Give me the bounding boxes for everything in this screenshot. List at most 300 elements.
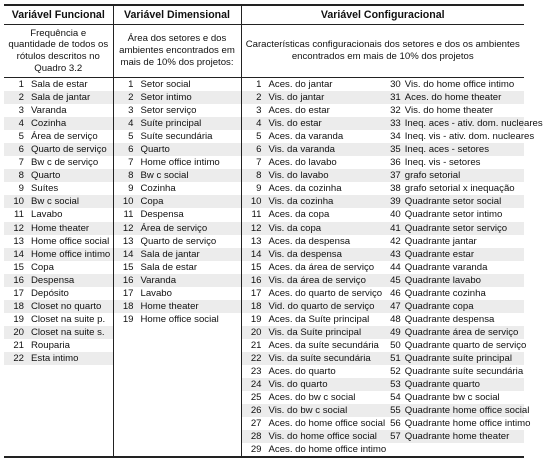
list-item bbox=[4, 352, 113, 365]
item-label: Home office social bbox=[140, 313, 219, 325]
item-label: Setor serviço bbox=[140, 105, 197, 117]
item-number: 7 bbox=[128, 157, 134, 169]
list-item bbox=[383, 195, 524, 208]
item-number: 24 bbox=[250, 379, 262, 391]
item-number: 20 bbox=[13, 326, 24, 338]
item-number: 9 bbox=[256, 183, 262, 195]
item-label: Vid. do quarto de serviço bbox=[268, 300, 375, 312]
item-label: Ineq. aces - setores bbox=[404, 144, 490, 156]
item-number: 8 bbox=[128, 170, 134, 182]
list-item bbox=[4, 235, 113, 248]
item-label: Esta intimo bbox=[31, 352, 79, 364]
item-number: 50 bbox=[390, 339, 401, 351]
item-number: 18 bbox=[122, 300, 134, 312]
list-item bbox=[242, 430, 383, 443]
item-label: grafo setorial x inequação bbox=[404, 183, 515, 195]
item-number: 11 bbox=[123, 209, 134, 221]
item-label: Aces. do home theater bbox=[404, 92, 502, 104]
item-number: 57 bbox=[390, 431, 401, 443]
item-number: 15 bbox=[122, 261, 134, 273]
item-number: 2 bbox=[256, 92, 262, 104]
item-number: 2 bbox=[128, 92, 134, 104]
list-item bbox=[383, 430, 524, 443]
list-item bbox=[4, 339, 113, 352]
description-dimensional: Área dos setores e dos ambientes encontrados em mais de 10% dos projetos: bbox=[113, 25, 241, 78]
item-number: 8 bbox=[256, 170, 262, 182]
list-item bbox=[383, 182, 524, 195]
item-number: 33 bbox=[390, 118, 401, 130]
list-item bbox=[383, 378, 524, 391]
item-label: Varanda bbox=[140, 274, 177, 286]
item-number: 21 bbox=[13, 339, 24, 351]
config-list-right bbox=[383, 78, 543, 456]
list-item bbox=[242, 404, 383, 417]
list-item bbox=[4, 195, 113, 208]
list-item bbox=[242, 443, 387, 456]
item-number: 41 bbox=[390, 222, 401, 234]
item-label: Quadrante setor social bbox=[404, 196, 502, 208]
item-number: 43 bbox=[390, 248, 401, 260]
list-item bbox=[4, 130, 113, 143]
item-number: 23 bbox=[250, 366, 262, 378]
item-number: 3 bbox=[128, 105, 134, 117]
list-item bbox=[114, 274, 241, 287]
list-item bbox=[242, 169, 383, 182]
item-number: 44 bbox=[390, 261, 401, 273]
item-label: Suíte principal bbox=[140, 118, 202, 130]
dimensional-list bbox=[113, 78, 241, 458]
header-dimensional: Variável Dimensional bbox=[113, 5, 241, 25]
item-number: 4 bbox=[128, 118, 134, 130]
item-number: 19 bbox=[122, 313, 134, 325]
item-number: 2 bbox=[18, 92, 24, 104]
item-number: 19 bbox=[13, 313, 24, 325]
item-label: Setor intimo bbox=[140, 92, 192, 104]
item-number: 25 bbox=[250, 392, 262, 404]
item-label: Ineq. aces - ativ. dom. nucleares bbox=[404, 118, 543, 130]
item-number: 30 bbox=[390, 79, 401, 90]
description-configuracional: Características configuracionais dos setores e dos os ambientes encontrados em mais de 10% dos projetos bbox=[241, 25, 524, 78]
item-number: 16 bbox=[13, 274, 24, 286]
item-number: 13 bbox=[13, 235, 24, 247]
list-item bbox=[4, 300, 113, 313]
list-item bbox=[114, 143, 241, 156]
item-number: 16 bbox=[122, 274, 134, 286]
item-number: 12 bbox=[122, 222, 134, 234]
list-item bbox=[114, 91, 241, 104]
item-number: 5 bbox=[256, 131, 262, 143]
item-number: 48 bbox=[390, 313, 401, 325]
list-item bbox=[242, 313, 383, 326]
item-number: 10 bbox=[122, 196, 134, 208]
list-item bbox=[4, 208, 113, 221]
item-label: Quadrante varanda bbox=[404, 261, 488, 273]
item-label: Aces. da Suíte principal bbox=[268, 313, 370, 325]
item-number: 6 bbox=[256, 144, 262, 156]
list-item bbox=[4, 169, 113, 182]
item-number: 14 bbox=[122, 248, 134, 260]
item-number: 12 bbox=[13, 222, 24, 234]
list-item bbox=[383, 208, 524, 221]
item-number: 1 bbox=[18, 79, 24, 90]
item-number: 37 bbox=[390, 170, 401, 182]
item-number: 36 bbox=[390, 157, 401, 169]
list-item bbox=[383, 417, 531, 430]
list-item bbox=[383, 326, 524, 339]
item-number: 34 bbox=[390, 131, 401, 143]
item-label: Home office social bbox=[31, 235, 110, 247]
list-item bbox=[114, 78, 241, 91]
item-label: Aces. do jantar bbox=[268, 79, 333, 90]
list-item bbox=[242, 326, 383, 339]
item-label: Vis. do home theater bbox=[404, 105, 494, 117]
item-label: Quadrante estar bbox=[404, 248, 475, 260]
list-item bbox=[383, 287, 524, 300]
item-number: 18 bbox=[250, 300, 262, 312]
item-label: Vis. do estar bbox=[268, 118, 322, 130]
list-item bbox=[4, 248, 113, 261]
item-number: 8 bbox=[18, 170, 24, 182]
list-item bbox=[114, 156, 241, 169]
list-item bbox=[4, 222, 113, 235]
list-item bbox=[242, 287, 383, 300]
item-number: 56 bbox=[390, 418, 401, 430]
item-number: 35 bbox=[390, 144, 401, 156]
list-item bbox=[383, 404, 530, 417]
item-label: Vis. da varanda bbox=[268, 144, 335, 156]
item-number: 13 bbox=[122, 235, 134, 247]
item-label: Quadrante lavabo bbox=[404, 274, 482, 286]
item-number: 4 bbox=[18, 118, 24, 130]
item-label: Aces. da cozinha bbox=[268, 183, 342, 195]
item-label: Aces. do bw c social bbox=[268, 392, 356, 404]
item-number: 55 bbox=[390, 405, 401, 417]
item-number: 9 bbox=[128, 183, 134, 195]
list-item bbox=[242, 91, 383, 104]
item-label: Sala de estar bbox=[140, 261, 198, 273]
item-label: Quadrante cozinha bbox=[404, 287, 486, 299]
item-label: Quadrante home theater bbox=[404, 431, 510, 443]
list-item bbox=[242, 352, 383, 365]
item-label: Quadrante home office social bbox=[404, 405, 530, 417]
list-item bbox=[383, 261, 524, 274]
item-label: Sala de jantar bbox=[140, 248, 200, 260]
list-item bbox=[383, 365, 524, 378]
list-item bbox=[383, 313, 524, 326]
item-number: 29 bbox=[250, 444, 262, 456]
item-label: Despensa bbox=[140, 209, 184, 221]
list-item bbox=[242, 378, 383, 391]
item-label: Home office intimo bbox=[140, 157, 220, 169]
item-label: Aces. da varanda bbox=[268, 131, 344, 143]
item-number: 26 bbox=[250, 405, 262, 417]
item-label: Quarto bbox=[140, 144, 170, 156]
list-item bbox=[383, 130, 535, 143]
list-item bbox=[242, 222, 383, 235]
list-item bbox=[242, 143, 383, 156]
item-label: Vis. da Suíte principal bbox=[268, 326, 362, 338]
item-label: Closet na suite p. bbox=[31, 313, 106, 325]
list-item bbox=[242, 261, 383, 274]
item-label: Aces. do estar bbox=[268, 105, 330, 117]
item-label: Home theater bbox=[31, 222, 90, 234]
list-item bbox=[114, 195, 241, 208]
item-number: 31 bbox=[390, 92, 401, 104]
list-item bbox=[242, 130, 383, 143]
list-item bbox=[114, 130, 241, 143]
item-number: 28 bbox=[250, 431, 262, 443]
item-label: Ineq. vis - setores bbox=[404, 157, 481, 169]
list-item bbox=[242, 208, 383, 221]
item-number: 9 bbox=[18, 183, 24, 195]
list-item bbox=[383, 156, 524, 169]
item-label: Quadrante bw c social bbox=[404, 392, 500, 404]
item-number: 21 bbox=[250, 339, 262, 351]
item-label: Bw c social bbox=[31, 196, 79, 208]
item-number: 6 bbox=[128, 144, 134, 156]
list-item bbox=[114, 261, 241, 274]
list-item bbox=[4, 182, 113, 195]
item-number: 7 bbox=[256, 157, 262, 169]
list-item bbox=[114, 300, 241, 313]
item-number: 51 bbox=[390, 352, 401, 364]
item-number: 53 bbox=[390, 379, 401, 391]
item-label: Vis. do bw c social bbox=[268, 405, 348, 417]
list-item bbox=[114, 235, 241, 248]
list-item bbox=[114, 208, 241, 221]
list-item bbox=[383, 274, 524, 287]
item-number: 47 bbox=[390, 300, 401, 312]
item-label: Aces. da despensa bbox=[268, 235, 351, 247]
list-item bbox=[383, 222, 524, 235]
list-item bbox=[4, 78, 113, 91]
item-number: 3 bbox=[256, 105, 262, 117]
item-label: Cozinha bbox=[140, 183, 176, 195]
list-item bbox=[114, 104, 241, 117]
item-label: Aces. do quarto bbox=[268, 366, 336, 378]
item-number: 17 bbox=[250, 287, 262, 299]
item-label: Copa bbox=[31, 261, 54, 273]
item-label: Quadrante jantar bbox=[404, 235, 477, 247]
list-item bbox=[114, 287, 241, 300]
list-item bbox=[242, 417, 386, 430]
item-number: 54 bbox=[390, 392, 401, 404]
item-label: Aces. do home office social bbox=[268, 418, 386, 430]
item-label: Bw c de serviço bbox=[31, 157, 99, 169]
item-label: Aces. da copa bbox=[268, 209, 330, 221]
item-label: Vis. do quarto bbox=[268, 379, 328, 391]
item-number: 11 bbox=[14, 209, 24, 221]
item-number: 17 bbox=[13, 287, 24, 299]
item-number: 22 bbox=[13, 352, 24, 364]
item-label: Lavabo bbox=[31, 209, 63, 221]
item-label: Aces. da área de serviço bbox=[268, 261, 375, 273]
item-label: Closet no quarto bbox=[31, 300, 102, 312]
item-label: Sala de estar bbox=[31, 79, 88, 90]
item-label: Ineq. vis - ativ. dom. nucleares bbox=[404, 131, 535, 143]
item-label: Quarto de serviço bbox=[31, 144, 107, 156]
list-item bbox=[383, 300, 524, 313]
item-label: Suítes bbox=[31, 183, 59, 195]
list-item bbox=[383, 169, 524, 182]
item-label: Varanda bbox=[31, 105, 67, 117]
list-item bbox=[242, 78, 383, 91]
item-label: Despensa bbox=[31, 274, 75, 286]
list-item bbox=[4, 91, 113, 104]
item-label: Aces. do home office intimo bbox=[268, 444, 387, 456]
header-funcional: Variável Funcional bbox=[4, 5, 113, 25]
item-number: 13 bbox=[250, 235, 262, 247]
list-item bbox=[114, 222, 241, 235]
item-number: 39 bbox=[390, 196, 401, 208]
item-label: Quadrante suíte principal bbox=[404, 352, 512, 364]
item-number: 32 bbox=[390, 105, 401, 117]
list-item bbox=[4, 287, 113, 300]
item-number: 20 bbox=[250, 326, 262, 338]
item-label: Aces. do lavabo bbox=[268, 157, 337, 169]
item-number: 14 bbox=[13, 248, 24, 260]
list-item bbox=[242, 339, 383, 352]
list-item bbox=[242, 391, 383, 404]
item-label: Área de serviço bbox=[31, 131, 98, 143]
item-number: 22 bbox=[250, 352, 262, 364]
item-number: 42 bbox=[390, 235, 401, 247]
item-number: 3 bbox=[18, 105, 24, 117]
item-number: 15 bbox=[250, 261, 262, 273]
item-number: 38 bbox=[390, 183, 401, 195]
item-label: Vis. do jantar bbox=[268, 92, 325, 104]
item-label: Quarto bbox=[31, 170, 61, 182]
item-label: Cozinha bbox=[31, 118, 67, 130]
item-label: Vis. da despensa bbox=[268, 248, 342, 260]
item-label: Vis. do home office social bbox=[268, 431, 377, 443]
header-configuracional: Variável Configuracional bbox=[241, 5, 524, 25]
item-label: Vis. do home office intimo bbox=[404, 79, 515, 90]
item-label: Aces. do quarto de serviço bbox=[268, 287, 383, 299]
item-label: Home theater bbox=[140, 300, 199, 312]
list-item bbox=[383, 104, 524, 117]
item-label: Copa bbox=[140, 196, 164, 208]
list-item bbox=[383, 117, 543, 130]
list-item bbox=[4, 104, 113, 117]
item-label: Quadrante suíte secundária bbox=[404, 366, 524, 378]
item-number: 10 bbox=[250, 196, 262, 208]
list-item bbox=[242, 300, 383, 313]
item-number: 52 bbox=[390, 366, 401, 378]
item-label: Quadrante área de serviço bbox=[404, 326, 519, 338]
item-label: Aces. da suíte secundária bbox=[268, 339, 379, 351]
item-label: Quadrante quarto de serviço bbox=[404, 339, 527, 351]
list-item bbox=[4, 313, 113, 326]
funcional-list bbox=[4, 78, 113, 458]
item-label: Quarto de serviço bbox=[140, 235, 217, 247]
description-funcional: Frequência e quantidade de todos os rótulos descritos no Quadro 3.2 bbox=[4, 25, 113, 78]
item-label: Lavabo bbox=[140, 287, 172, 299]
item-number: 18 bbox=[13, 300, 24, 312]
list-item bbox=[4, 156, 113, 169]
item-number: 12 bbox=[250, 222, 262, 234]
item-label: Vis. da copa bbox=[268, 222, 322, 234]
item-label: Vis. da cozinha bbox=[268, 196, 334, 208]
item-label: Vis. do lavabo bbox=[268, 170, 329, 182]
list-item bbox=[4, 274, 113, 287]
list-item bbox=[242, 248, 383, 261]
list-item bbox=[383, 352, 524, 365]
list-item bbox=[242, 104, 383, 117]
list-item bbox=[383, 91, 524, 104]
item-number: 10 bbox=[13, 196, 24, 208]
item-number: 6 bbox=[18, 144, 24, 156]
item-label: Rouparia bbox=[31, 339, 70, 351]
list-item bbox=[242, 235, 383, 248]
list-item bbox=[383, 339, 527, 352]
item-label: Área de serviço bbox=[140, 222, 208, 234]
item-label: Home office intimo bbox=[31, 248, 111, 260]
list-item bbox=[383, 235, 524, 248]
list-item bbox=[4, 261, 113, 274]
item-number: 14 bbox=[250, 248, 262, 260]
list-item bbox=[242, 117, 383, 130]
item-number: 5 bbox=[128, 131, 134, 143]
config-list-left bbox=[242, 78, 387, 456]
item-label: Quadrante quarto bbox=[404, 379, 480, 391]
item-label: Vis. da área de serviço bbox=[268, 274, 366, 286]
list-item bbox=[242, 365, 383, 378]
item-number: 1 bbox=[128, 79, 134, 90]
list-item bbox=[4, 143, 113, 156]
list-item bbox=[4, 326, 113, 339]
list-item bbox=[383, 248, 524, 261]
item-label: Closet na suite s. bbox=[31, 326, 105, 338]
item-label: Quadrante despensa bbox=[404, 313, 495, 325]
item-number: 19 bbox=[250, 313, 262, 325]
list-item bbox=[242, 195, 383, 208]
item-number: 46 bbox=[390, 287, 401, 299]
variables-table bbox=[4, 4, 543, 458]
list-item bbox=[242, 274, 383, 287]
item-number: 27 bbox=[250, 418, 262, 430]
list-item bbox=[383, 143, 524, 156]
item-label: Quadrante home office intimo bbox=[404, 418, 531, 430]
item-number: 40 bbox=[390, 209, 401, 221]
item-label: Suíte secundária bbox=[140, 131, 213, 143]
list-item bbox=[114, 182, 241, 195]
item-number: 49 bbox=[390, 326, 401, 338]
item-label: Vis. da suíte secundária bbox=[268, 352, 371, 364]
list-item bbox=[242, 156, 383, 169]
item-label: Quadrante copa bbox=[404, 300, 474, 312]
list-item bbox=[114, 169, 241, 182]
item-number: 11 bbox=[251, 209, 262, 221]
item-label: Depósito bbox=[31, 287, 69, 299]
list-item bbox=[114, 248, 241, 261]
item-number: 7 bbox=[18, 157, 24, 169]
item-number: 17 bbox=[122, 287, 134, 299]
item-number: 5 bbox=[18, 131, 24, 143]
list-item bbox=[242, 182, 383, 195]
item-label: grafo setorial bbox=[404, 170, 461, 182]
item-number: 45 bbox=[390, 274, 401, 286]
item-label: Sala de jantar bbox=[31, 92, 91, 104]
item-number: 15 bbox=[13, 261, 24, 273]
list-item bbox=[4, 117, 113, 130]
configuracional-list bbox=[241, 78, 543, 458]
item-label: Setor social bbox=[140, 79, 191, 90]
item-label: Bw c social bbox=[140, 170, 189, 182]
list-item bbox=[383, 78, 524, 91]
item-label: Quadrante setor intimo bbox=[404, 209, 503, 221]
item-number: 1 bbox=[256, 79, 262, 90]
